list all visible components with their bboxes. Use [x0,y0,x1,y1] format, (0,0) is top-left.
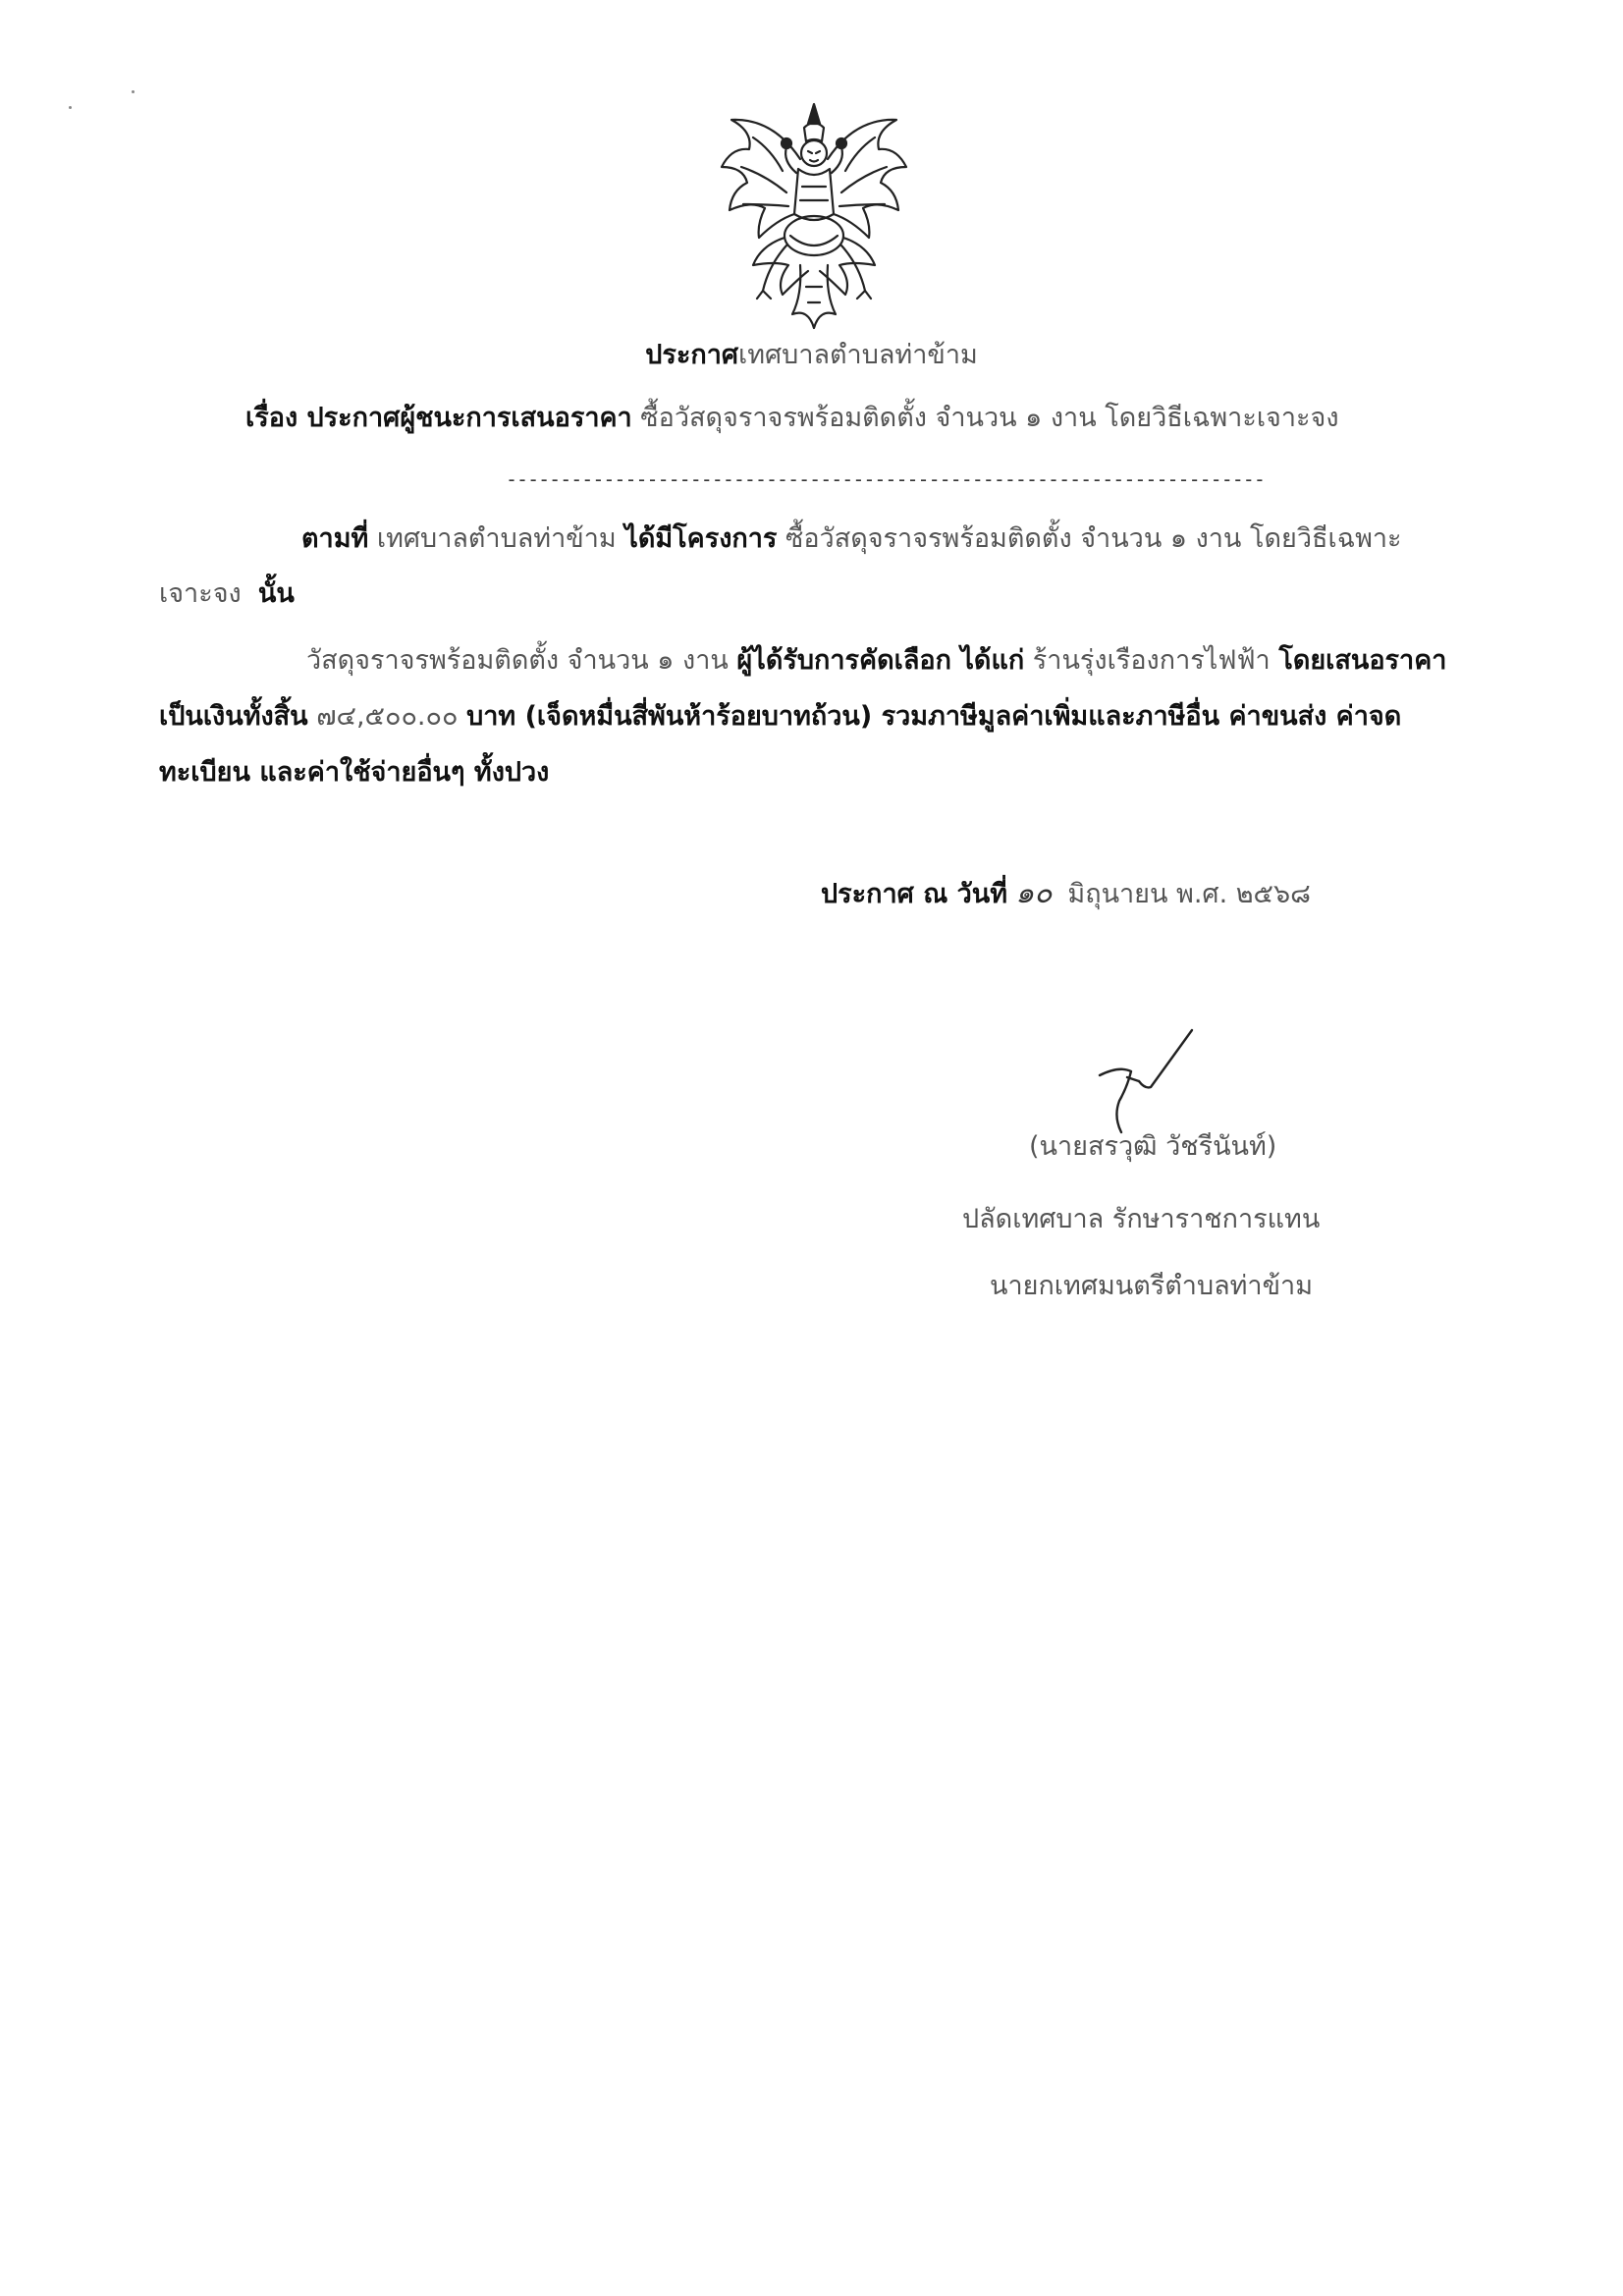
paragraph-1-line-2 [159,574,295,614]
subject-label: เรื่อง ประกาศผู้ชนะการเสนอราคา [245,403,632,433]
title-label: ประกาศ [645,340,739,370]
scan-speck [132,90,135,93]
subject-text: ซื้อวัสดุจราจรพร้อมติดตั้ง จำนวน ๑ งาน โดยวิธีเฉพาะเจาะจง [640,403,1339,433]
para1-org: เทศบาลตำบลท่าข้าม [376,523,617,554]
signatory-position: ปลัดเทศบาล รักษาราชการแทน [962,1204,1321,1234]
para1-mid: ได้มีโครงการ [624,523,778,554]
para2-total-label: เป็นเงินทั้งสิ้น [159,701,308,732]
title-organization: เทศบาลตำบลท่าข้าม [738,340,978,370]
para1-project: ซื้อวัสดุจราจรพร้อมติดตั้ง จำนวน ๑ งาน โดยวิธีเฉพาะ [785,523,1402,554]
para1-lead: ตามที่ [301,523,369,554]
announcement-subject [245,399,1339,438]
paragraph-2-line-3 [159,753,549,793]
para2-amount-words: บาท (เจ็ดหมื่นสี่พันห้าร้อยบาทถ้วน) รวมภาษีมูลค่าเพิ่มและภาษีอื่น ค่าขนส่ง ค่าจด [466,701,1402,732]
date-prefix: ประกาศ ณ วันที่ [821,879,1008,909]
para2-selected: ผู้ได้รับการคัดเลือก ได้แก่ [736,645,1025,676]
para2-vendor: ร้านรุ่งเรืองการไฟฟ้า [1032,645,1271,676]
garuda-emblem-icon [714,98,915,339]
announcement-date [821,874,1311,914]
paragraph-2-line-1 [306,641,1446,681]
handwritten-signature [1098,1026,1216,1144]
para2-line3: ทะเบียน และค่าใช้จ่ายอื่นๆ ทั้งปวง [159,757,550,788]
paragraph-2-line-2 [159,697,1401,737]
separator-line: ---------------------------------------------------------------------- [506,467,1265,491]
para1-end: นั้น [257,578,295,609]
signatory-title: นายกเทศมนตรีตำบลท่าข้าม [990,1271,1313,1301]
paragraph-1-line-1 [301,519,1402,559]
date-day: ๑๐ [1015,876,1053,910]
scan-speck [69,106,72,109]
para1-cont: เจาะจง [159,578,242,609]
para2-amount: ๗๔,๕๐๐.๐๐ [316,701,459,732]
para2-offer: โดยเสนอราคา [1278,645,1447,676]
para2-item: วัสดุจราจรพร้อมติดตั้ง จำนวน ๑ งาน [306,645,729,676]
announcement-title [0,336,1623,375]
signatory-name: (นายสรวุฒิ วัชรีนันท์) [1029,1131,1277,1162]
date-month-year: มิถุนายน พ.ศ. ๒๕๖๘ [1067,879,1311,909]
